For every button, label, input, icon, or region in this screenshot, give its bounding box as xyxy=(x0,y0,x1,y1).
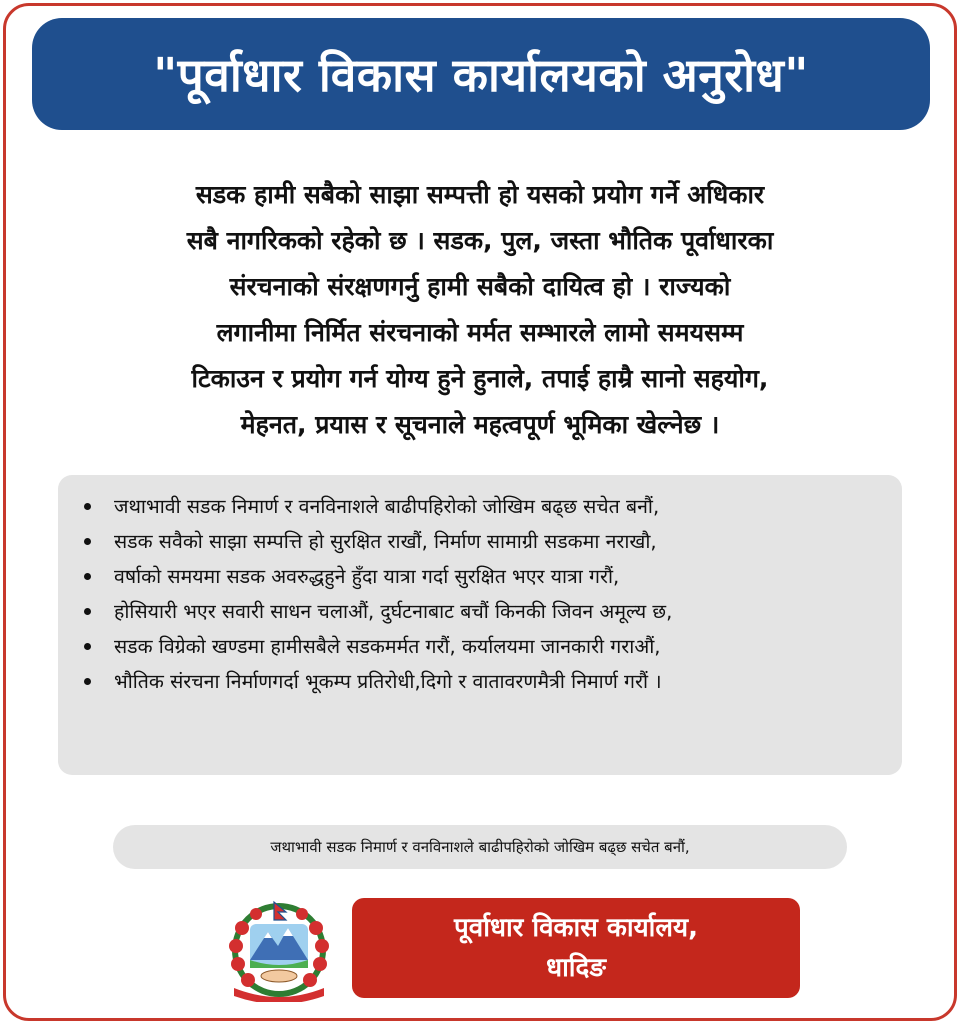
tagline-pill xyxy=(113,825,847,869)
intro-line: टिकाउन र प्रयोग गर्न योग्य हुने हुनाले, तपाई हाम्रै सानो सहयोग, xyxy=(191,364,769,393)
bullet-icon xyxy=(84,608,91,615)
bullet-icon xyxy=(84,503,91,510)
notice-text: सडक विग्रेको खण्डमा हामीसबैले सडकमर्मत गरौं, कर्यालयमा जानकारी गराऔं, xyxy=(114,635,661,658)
office-name-box xyxy=(352,898,800,998)
tagline-text: जथाभावी सडक निमार्ण र वनविनाशले बाढीपहिरोको जोखिम बढ्छ सचेत बनौं, xyxy=(270,838,690,856)
notice-text: जथाभावी सडक निमार्ण र वनविनाशले बाढीपहिरोको जोखिम बढ्छ सचेत बनौं, xyxy=(114,495,660,518)
page-title: "पूर्वाधार विकास कार्यालयको अनुरोध" xyxy=(153,48,809,102)
notice-item xyxy=(76,594,884,629)
notice-item xyxy=(76,664,884,699)
notice-item xyxy=(76,524,884,559)
notice-text: होसियारी भएर सवारी साधन चलाऔं, दुर्घटनाबाट बचौं किनकी जिवन अमूल्य छ, xyxy=(114,600,673,623)
bullet-icon xyxy=(84,538,91,545)
intro-line: सडक हामी सबैको साझा सम्पत्ती हो यसको प्रयोग गर्ने अधिकार xyxy=(195,180,765,209)
notice-text: सडक सवैको साझा सम्पत्ति हो सुरक्षित राखौं, निर्माण सामाग्री सडकमा नराखौ, xyxy=(114,530,657,553)
notice-text: भौतिक संरचना निर्माणगर्दा भूकम्प प्रतिरोधी,दिगो र वातावरणमैत्री निमार्ण गरौं । xyxy=(114,670,662,693)
intro-line: सबै नागरिकको रहेको छ । सडक, पुल, जस्ता भौतिक पूर्वाधारका xyxy=(186,226,774,255)
nepal-government-emblem-icon xyxy=(220,898,338,1002)
intro-line: लगानीमा निर्मित संरचनाको मर्मत सम्भारले लामो समयसम्म xyxy=(216,318,744,347)
notice-box xyxy=(58,475,902,775)
intro-line: मेहनत, प्रयास र सूचनाले महत्वपूर्ण भूमिका खेल्नेछ । xyxy=(240,410,720,439)
intro-line: संरचनाको संरक्षणगर्नु हामी सबैको दायित्व हो । राज्यको xyxy=(229,272,731,301)
emblem-graphic xyxy=(220,898,338,1002)
notice-item xyxy=(76,559,884,594)
title-banner xyxy=(32,18,930,130)
intro-paragraph xyxy=(60,172,900,448)
notice-list xyxy=(76,489,884,699)
bullet-icon xyxy=(84,643,91,650)
notice-item xyxy=(76,629,884,664)
notice-item xyxy=(76,489,884,524)
office-name: पूर्वाधार विकास कार्यालय, xyxy=(454,913,698,943)
bullet-icon xyxy=(84,573,91,580)
office-location: धादिङ xyxy=(546,953,606,983)
bullet-icon xyxy=(84,678,91,685)
notice-text: वर्षाको समयमा सडक अवरुद्धहुने हुँदा यात्रा गर्दा सुरक्षित भएर यात्रा गरौं, xyxy=(114,565,620,588)
